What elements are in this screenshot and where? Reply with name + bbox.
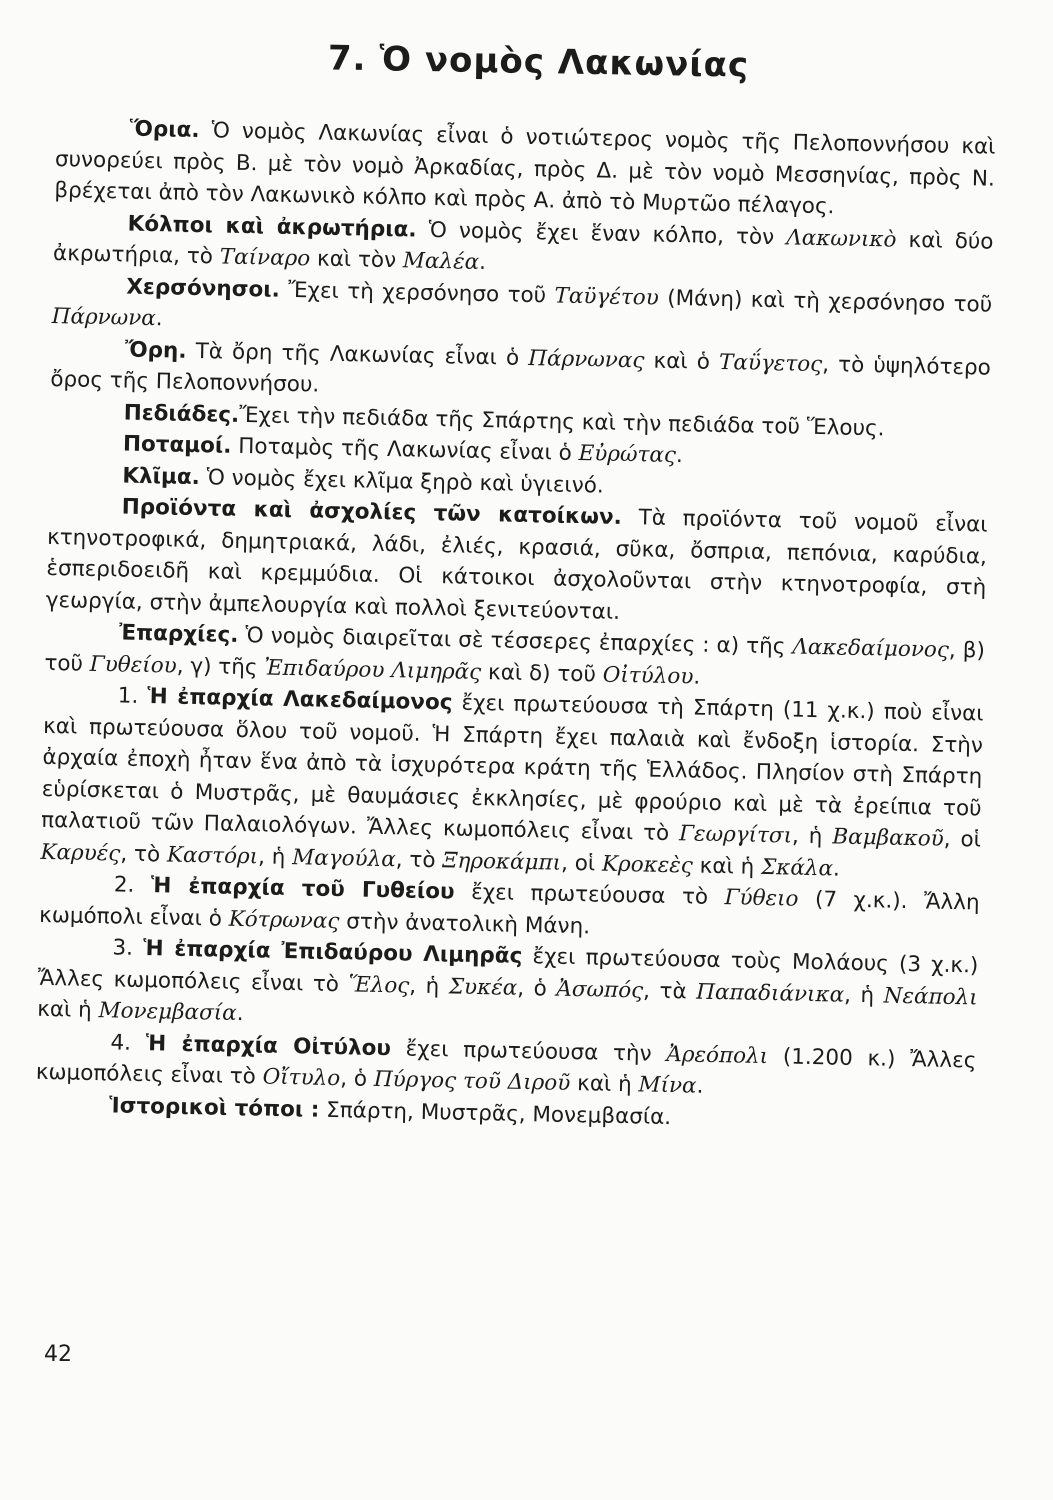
paragraph-text: (7 χ.κ.). Ἄλλη κωμόπολι εἶναι ὁ [38,886,980,932]
place-name: Γυθείου [89,651,177,679]
paragraph-text: (1.200 κ.) Ἄλλες κωμοπόλεις εἶναι τὸ [35,1043,977,1090]
place-name: Κότρωνας [228,906,340,934]
paragraph-text: , ἡ [843,982,884,1009]
place-name: Μονεμβασία [98,998,237,1026]
paragraph-text: . [675,443,684,469]
place-name: Βαμβακοῦ [832,824,944,852]
paragraph-text: Σπάρτη, Μυστρᾶς, Μονεμβασία. [319,1097,672,1130]
paragraph-text: , τὸ ὑψηλότερο ὄρος τῆς Πελοποννήσου. [50,351,992,398]
paragraph-text: . [832,855,841,882]
paragraph-heading: Ἡ ἐπαρχία Λακεδαίμονος [147,684,453,716]
place-name: Μαγούλα [291,844,397,872]
paragraph-text: , ὁ [339,1066,375,1092]
place-name: Καστόρι [166,841,259,869]
paragraph-text: , τὸ [120,841,168,867]
body-text [35,112,996,1139]
place-name: Ξηροκάμπι [442,847,562,876]
place-name: Συκέα [448,973,518,1001]
paragraph-text: . [696,1073,704,1099]
paragraph-text: καὶ ὁ [644,347,720,375]
paragraph-text: . [478,249,487,276]
place-name: Εὐρώτας [578,441,677,469]
paragraph-text: Ὁ νομὸς ἔχει κλῖμα ξηρὸ καὶ ὑγιεινό. [199,464,604,499]
place-name: Ταϋγέτου [554,282,660,311]
paragraph-heading: Ἡ ἐπαρχία τοῦ Γυθείου [150,873,455,905]
page-title: 7. Ὁ νομὸς Λακωνίας [327,38,750,86]
paragraph-text: Ὁ νομὸς διαιρεῖται σὲ τέσσερες ἐπαρχίες : α) τῆς [238,622,793,660]
place-name: Παπαδιάνικα [695,979,845,1008]
paragraph-text: καὶ δ) τοῦ [480,659,604,688]
paragraph-text: καὶ ἡ [36,996,99,1024]
paragraph-text: , ὁ [517,975,557,1002]
paragraph-heading: Πεδιάδες. [123,399,240,428]
place-name: Ταίναρο [219,244,311,272]
place-name: Σκάλα [760,854,834,881]
place-name: Μαλέα [402,248,480,275]
place-name: Καρυές [40,839,121,867]
paragraph-text: Ἔχει τὴν πεδιάδα τῆς Σπάρτης καὶ τὴν πεδιάδα τοῦ Ἕλους. [238,402,885,441]
paragraph-text: ἔχει πρωτεύουσα τὸ [454,879,725,911]
paragraph-text: Ὁ νομὸς Λακωνίας εἶναι ὁ νοτιώτερος νομὸς τῆς Πελοποννήσου καὶ συνορεύει πρὸς Β. μὲ τὸν νομὸ Ἀρκαδίας, πρὸς Δ. μὲ τὸν νομὸ Μεσσηνίας, πρὸς Ν. βρέχεται ἀπὸ τὸν Λακωνικὸ κόλπο καὶ πρὸς Α. ἀπὸ τὸ Μυρτῶο πέλαγος. [54,118,996,220]
item-number: 4. [110,1029,132,1056]
item-number: 1. [117,683,139,709]
paragraph-text: ἔχει πρωτεύουσα τὴ Σπάρτη (11 χ.κ.) ποὺ εἶναι καὶ πρωτεύουσα ὅλου τοῦ νομοῦ. Ἡ Σπάρτη ἔχει παλαιὰ καὶ ἔνδοξη ἱστορία. Στὴν ἀρχαία ἐποχὴ ἦταν ἕνα ἀπὸ τὰ ἰσχυρότερα κράτη τῆς Ἑλλάδος. Πλησίον στὴ Σπάρτη εὑρίσκεται ὁ Μυστρᾶς, μὲ θαυμάσιες ἐκκλησίες, μὲ φρούριο καὶ μὲ τὰ ἐρείπια τοῦ παλατιοῦ τῶν Παλαιολόγων. Ἄλλες κωμοπόλεις εἶναι τὸ [40,690,984,847]
place-name: Μίνα [638,1072,697,1099]
paragraph-text: , ἡ [791,823,833,850]
paragraph-heading: Ἱστορικοὶ τόποι : [108,1092,320,1123]
paragraph-text: , ἡ [409,973,450,999]
paragraph-text: ἔχει πρωτεύουσα τοὺς Μολάους (3 χ.κ.) Ἄλλες κωμοπόλεις εἶναι τὸ [37,943,979,997]
paragraph-heading: Χερσόνησοι. [126,274,281,303]
paragraph-text: , γ) τῆς [176,653,265,680]
place-name: Ἀσωπός [556,976,644,1003]
paragraph-text: καὶ τὸν [309,246,404,274]
paragraph-heading: Προϊόντα καὶ ἀσχολίες τῶν κατοίκων. [121,494,623,530]
paragraph-heading: Ἡ ἐπαρχία Οἰτύλου [145,1030,392,1061]
paragraph-text: ἔχει πρωτεύουσα τὴν [390,1035,667,1067]
paragraph-text: , οἱ [943,826,982,853]
paragraph-text: στὴν ἀνατολικὴ Μάνη. [339,908,591,939]
paragraph-text: , οἱ [560,850,603,877]
place-name: Οἰτύλου [602,662,694,689]
paragraph-text: Ὁ νομὸς ἔχει ἕναν κόλπο, τὸν [416,217,787,250]
item-number: 2. [113,872,135,898]
paragraph-proionta [45,490,987,636]
place-name: Γεωργίτσι [678,821,793,849]
paragraph-text: καὶ ἡ [570,1070,639,1098]
paragraph-eparchia-1 [40,679,984,888]
place-name: Οἴτυλο [262,1064,341,1092]
place-name: Ταΰγετος [718,349,823,377]
paragraph-text: , τὸ [395,846,443,873]
place-name: Λακωνικὸ [785,224,897,253]
paragraph-heading: Ἡ ἐπαρχία Ἐπιδαύρου Λιμηρᾶς [142,936,523,969]
place-name: Πάρνωνα [51,303,157,332]
place-name: Κροκεὲς [601,851,694,879]
paragraph-heading: Κλῖμα. [122,462,201,490]
paragraph-text: , ἡ [257,843,293,870]
paragraph-heading: Κόλποι καὶ ἀκρωτήρια. [127,211,417,243]
paragraph-text: , β) τοῦ [44,637,986,677]
paragraph-text: Τὰ ὄρη τῆς Λακωνίας εἶναι ὁ [186,338,529,371]
place-name: Ἐπιδαύρου Λιμηρᾶς [264,654,482,685]
paragraph-text: (Μάνη) καὶ τὴ χερσόνησο τοῦ [658,285,993,318]
paragraph-text: . [236,1000,244,1027]
paragraph-heading: Ποταμοί. [122,431,232,459]
paragraph-text: . [155,306,163,332]
paragraph-heading: Ἐπαρχίες. [118,620,239,648]
paragraph-heading: Ὄρη. [124,337,187,364]
item-number: 3. [112,935,134,961]
paragraph-text: καὶ ἡ [692,853,762,880]
page-number: 42 [44,1342,72,1367]
place-name: Λακεδαίμονος [792,634,950,663]
paragraph-text: Τὰ προϊόντα τοῦ νομοῦ εἶναι κτηνοτροφικά, δημητριακά, λάδι, ἐλιές, κρασιά, σῦκα, ὄσπρια, πεπόνια, καρύδια, ἑσπεριδοειδῆ καὶ κρεμμύδια. Οἱ κάτοικοι ἀσχολοῦνται στὴν κτηνοτροφία, στὴ γεωργία, στὴν ἀμπελουργία καὶ πολλοὶ ξενιτεύονται. [45,504,988,625]
paragraph-text: Ποταμὸς τῆς Λακωνίας εἶναι ὁ [231,433,579,467]
place-name: Ἕλος [348,971,410,999]
paragraph-text: Ἔχει τὴ χερσόνησο τοῦ [279,277,555,308]
place-name: Πάρνωνας [528,345,645,373]
place-name: Γύθειο [724,885,799,912]
place-name: Πύργος τοῦ Διροῦ [373,1066,571,1096]
paragraph-text: . [693,663,701,690]
paragraph-text: καὶ δύο ἀκρωτήρια, τὸ [52,227,994,270]
paragraph-heading: Ὅρια. [129,116,200,144]
place-name: Ἀρεόπολι [666,1041,769,1069]
paragraph-text: , τὰ [642,977,697,1005]
place-name: Νεάπολι [883,983,978,1010]
